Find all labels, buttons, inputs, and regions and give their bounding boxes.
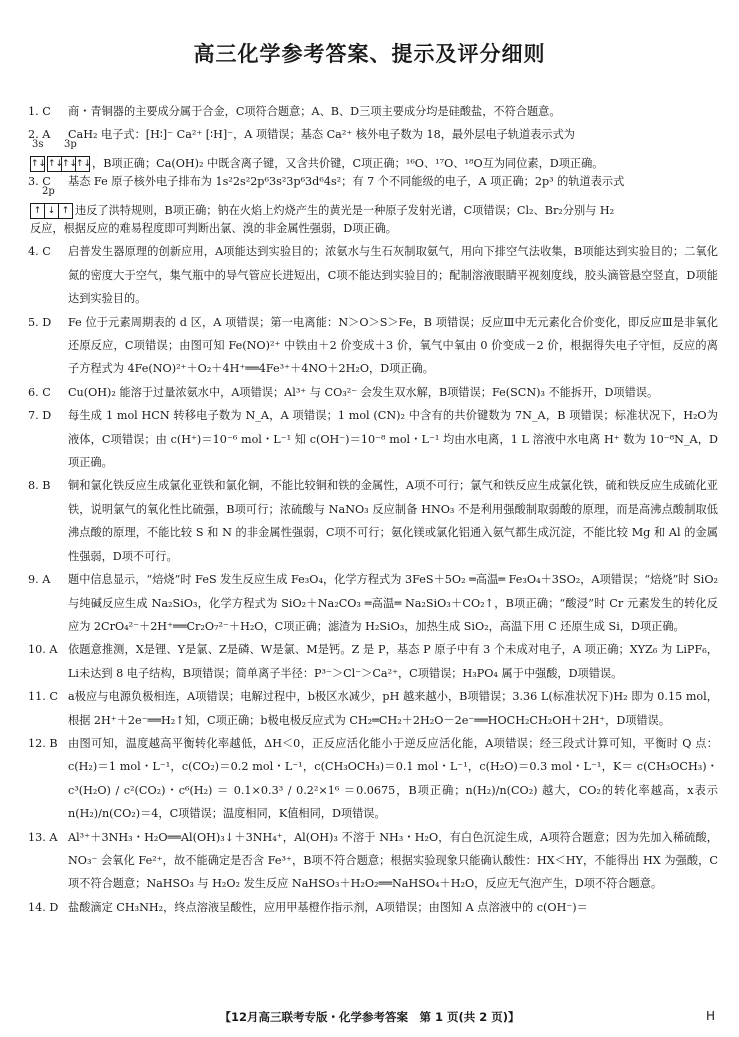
orbital-cell: ↑↓ [76, 158, 92, 169]
answer-q8 [28, 474, 718, 568]
answer-explanation: CaH₂ 电子式：[H∶]⁻ Ca²⁺ [∶H]⁻，A 项错误；基态 Ca²⁺ 核外电子数为 18，最外层电子轨道表示式为 [68, 128, 575, 142]
orbital-labels [30, 186, 55, 198]
answer-explanation: 每生成 1 mol HCN 转移电子数为 N_A，A 项错误；1 mol (CN)₂ 中含有的共价键数为 7N_A，B 项错误；标准状况下，H₂O为液体，C项错误；由 c(H⁺)＝10⁻⁶ mol・L⁻¹ 知 c(OH⁻)＝10⁻⁸ mol・L⁻¹ 均由水电离，1 L 溶液中水电离 H⁺ 数为 10⁻⁸N_A，D项正确。 [68, 409, 718, 470]
orbital-label-2p: 2p [42, 185, 55, 197]
orbital-diagram-row [28, 185, 718, 217]
answer-explanation: Al³⁺＋3NH₃・H₂O══Al(OH)₃↓＋3NH₄⁺，Al(OH)₃ 不溶于 NH₃・H₂O，有白色沉淀生成，A项符合题意；因为先加入稀硫酸，NO₃⁻ 会氧化 Fe²⁺，故不能确定是否含 Fe³⁺，B项不符合题意；根据实验现象只能确认酸性：HX＜HY，不能得出 HX 为强酸，C项不符合题意；NaHSO₃ 与 H₂O₂ 发生反应 NaHSO₃＋H₂O₂══NaHSO₄＋H₂O，反应无气泡产生，D项不符合题意。 [68, 830, 718, 891]
answer-list [28, 100, 718, 919]
question-number: 4. C [28, 245, 51, 259]
question-number: 3. C [28, 175, 51, 189]
orbital-cell: ↑↓ [62, 158, 78, 169]
footer-version-mark: H [706, 1009, 716, 1023]
answer-explanation: Cu(OH)₂ 能溶于过量浓氨水中，A项错误；Al³⁺ 与 CO₃²⁻ 会发生双水解，B项错误；Fe(SCN)₃ 不能拆开，D项错误。 [68, 385, 659, 399]
question-number: 12. B [28, 736, 58, 750]
question-number: 11. C [28, 690, 58, 704]
answer-q9 [28, 568, 718, 638]
answer-q4 [28, 240, 718, 310]
answer-explanation-cont: ，B项正确；Ca(OH)₂ 中既含离子键，又含共价键，C项正确；¹⁶O、¹⁷O、¹⁸O互为同位素，D项正确。 [92, 156, 604, 170]
question-number: 10. A [28, 643, 58, 657]
orbital-box-2p [30, 203, 73, 219]
answer-q5 [28, 311, 718, 381]
orbital-label-3p: 3p [64, 138, 77, 150]
answer-explanation: 题中信息显示，“焙烧”时 FeS 发生反应生成 Fe₃O₄，化学方程式为 3FeS＋5O₂ ═高温═ Fe₃O₄＋3SO₂，A项错误；“焙烧”时 SiO₂ 与纯碱反应生成 Na₂SiO₃，化学方程式为 SiO₂＋Na₂CO₃ ═高温═ Na₂SiO₃＋CO₂↑，B项正确；“酸浸”时 Cr 元素发生的转化反应为 2CrO₄²⁻＋2H⁺══Cr₂O₇²⁻＋H₂O，C项正确；滤渣为 H₂SiO₃，加热生成 SiO₂，高温下用 C 还原生成 Si，D项正确。 [68, 573, 718, 633]
answer-q14 [28, 896, 718, 919]
question-number: 14. D [28, 900, 59, 914]
answer-explanation: 由图可知，温度越高平衡转化率越低，ΔH＜0，正反应活化能小于逆反应活化能，A项错误；经三段式计算可知，平衡时 Q 点：c(H₂)＝1 mol・L⁻¹，c(CO₂)＝0.2 mol・L⁻¹，c(CH₃OCH₃)＝0.1 mol・L⁻¹，c(H₂O)＝0.3 mol・L⁻¹，K＝ c(CH₃OCH₃)・c³(H₂O) / c²(CO₂)・c⁶(H₂) ＝ 0.1×0.3³ / 0.2²×1⁶ ＝0.0675，B项正确；n(H₂)/n(CO₂) 越大，CO₂的转化率越高，x表示 n(H₂)/n(CO₂)＝4，C项错误；温度相同，K值相同，D项错误。 [68, 736, 718, 821]
answer-q11 [28, 685, 718, 732]
question-number: 1. C [28, 105, 51, 118]
page-footer: 【12月高三联考专版・化学参考答案 第 1 页(共 2 页)】 [219, 1010, 520, 1024]
answer-q7 [28, 404, 718, 474]
answer-explanation-cont: 反应，根据反应的难易程度即可判断出氯、溴的非金属性强弱，D项正确。 [30, 222, 397, 235]
answer-explanation: a极应与电源负极相连，A项错误；电解过程中，b极区水减少，pH 越来越小，B项错误；3.36 L(标准状况下)H₂ 即为 0.15 mol，根据 2H⁺＋2e⁻══H₂↑知，C项正确；b极电极反应式为 CH₂═CH₂＋2H₂O－2e⁻══HOCH₂CH₂OH＋2H⁺，D项错误。 [68, 690, 718, 727]
orbital-diagram-row [28, 138, 718, 170]
page-title: 高三化学参考答案、提示及评分细则 [193, 42, 546, 66]
orbital-cell: ↑↓ [31, 158, 47, 169]
question-number: 9. A [28, 573, 51, 587]
orbital-cell: ↑ [31, 204, 45, 218]
answer-explanation: 铜和氯化铁反应生成氯化亚铁和氯化铜，不能比较铜和铁的金属性，A项不可行；氯气和铁反应生成氯化铁，硫和铁反应生成硫化亚铁，说明氯气的氧化性比硫强，B项可行；浓硫酸与 NaNO₃ 反应制备 HNO₃ 不是利用强酸制取弱酸的原理，而是高沸点酸制取低沸点酸的原理，不能比较 S 和 N 的非金属性强弱，C项不可行；氨化镁或氯化铝通入氨气都生成沉淀，不能比较 Mg 和 Al 的金属性强弱，D项不可行。 [68, 479, 718, 563]
answer-explanation: 依题意推测，X是锂、Y是氯、Z是磷、W是氯、M是钙。Z 是 P，基态 P 原子中有 3 个未成对电子，A 项正确；XYZ₆ 为 LiPF₆，Li未达到 8 电子结构，B项错误；简单离子半径：P³⁻＞Cl⁻＞Ca²⁺，C项错误；H₃PO₄ 属于中强酸，D项错误。 [68, 643, 718, 680]
question-number: 2. A [28, 128, 51, 142]
orbital-cell: ↓ [45, 204, 59, 218]
answer-q10 [28, 638, 718, 685]
orbital-label-3s: 3s [32, 138, 44, 150]
answer-explanation: 启普发生器原理的创新应用，A项能达到实验目的；浓氨水与生石灰制取氨气，用向下排空气法收集，B项能达到实验目的；二氧化氮的密度大于空气，集气瓶中的导气管应长进短出，C项不能达到实验目的；配制溶液眼睛平视刻度线，胶头滴管悬空竖直，D项能达到实验目的。 [68, 245, 718, 306]
orbital-box-3p [47, 156, 90, 172]
answer-explanation: 商・青铜器的主要成分属于合金，C项符合题意；A、B、D三项主要成分均是硅酸盐，不符合题意。 [68, 105, 561, 118]
question-number: 13. A [28, 830, 58, 844]
question-number: 8. B [28, 479, 51, 493]
question-number: 7. D [28, 409, 52, 423]
answer-q1 [28, 100, 718, 123]
orbital-cell: ↑↓ [48, 158, 64, 169]
answer-explanation-cont: 违反了洪特规则，B项正确；钠在火焰上灼烧产生的黄光是一种原子发射光谱，C项错误；Cl₂、Br₂分别与 H₂ [75, 203, 615, 217]
orbital-cell: ↑ [61, 205, 70, 216]
orbital-labels [30, 139, 77, 151]
answer-q2 [28, 123, 718, 146]
answer-explanation: Fe 位于元素周期表的 d 区，A 项错误；第一电离能：N＞O＞S＞Fe，B 项错误；反应Ⅲ中无元素化合价变化，即反应Ⅲ是非氧化还原反应，C项错误；由图可知 Fe(NO)²⁺ 中铁由＋2 价变成＋3 价，氧气中氧由 0 价变成－2 价，根据得失电子守恒，反应的离子方程式为 4Fe(NO)²⁺＋O₂＋4H⁺══4Fe³⁺＋4NO＋2H₂O，D项正确。 [68, 315, 718, 376]
answer-q12 [28, 732, 718, 826]
answer-q6 [28, 381, 718, 404]
answer-q13 [28, 826, 718, 896]
answer-explanation: 基态 Fe 原子核外电子排布为 1s²2s²2p⁶3s²3p⁶3d⁶4s²；有 7 个不同能级的电子，A 项正确；2p³ 的轨道表示式 [68, 175, 625, 189]
answer-explanation: 盐酸滴定 CH₃NH₂，终点溶液呈酸性，应用甲基橙作指示剂，A项错误；由图知 A 点溶液中的 c(OH⁻)＝ [68, 900, 588, 914]
question-number: 5. D [28, 315, 52, 329]
question-number: 6. C [28, 385, 51, 399]
orbital-box-3s [30, 156, 45, 172]
